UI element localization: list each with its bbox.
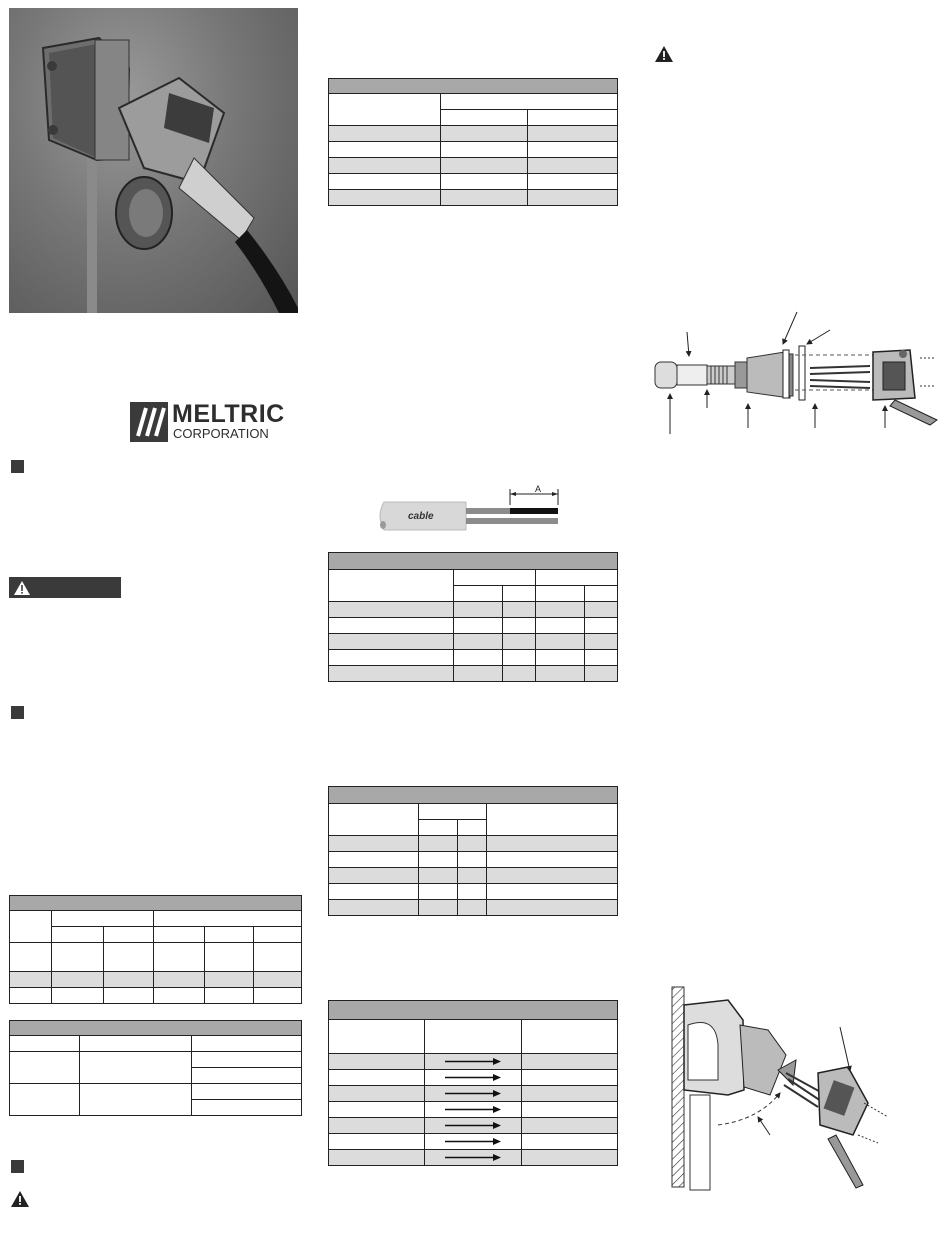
- logo-corp: CORPORATION: [173, 426, 269, 441]
- warning-triangle-icon: [10, 1190, 30, 1208]
- ratings-table: [9, 895, 302, 1004]
- arrow-right-icon: [425, 1070, 522, 1086]
- warning-triangle-icon: [654, 45, 674, 63]
- strip-length-table: [328, 552, 618, 682]
- cable-range-table: [328, 78, 618, 206]
- section-square-icon: [11, 1160, 24, 1173]
- warning-triangle-icon: [13, 580, 31, 596]
- torque-table: [328, 786, 618, 916]
- fuse-table: [9, 1020, 302, 1116]
- exploded-assembly-diagram: [645, 310, 945, 440]
- product-photo: [9, 8, 298, 313]
- section-square-icon: [11, 460, 24, 473]
- section-square-icon: [11, 706, 24, 719]
- dimension-label: A: [535, 484, 542, 494]
- arrow-right-icon: [425, 1150, 522, 1166]
- warning-banner: [9, 577, 121, 598]
- arrow-right-icon: [425, 1102, 522, 1118]
- arrow-right-icon: [425, 1054, 522, 1070]
- wall-mount-diagram: [668, 985, 908, 1200]
- arrow-right-icon: [425, 1118, 522, 1134]
- wiring-table: [328, 1000, 618, 1166]
- meltric-logo: [130, 402, 286, 442]
- logo-brand: MELTRIC: [172, 400, 285, 428]
- arrow-right-icon: [425, 1086, 522, 1102]
- cable-label: cable: [408, 511, 434, 522]
- receptacle-illustration: [9, 8, 298, 313]
- arrow-right-icon: [425, 1134, 522, 1150]
